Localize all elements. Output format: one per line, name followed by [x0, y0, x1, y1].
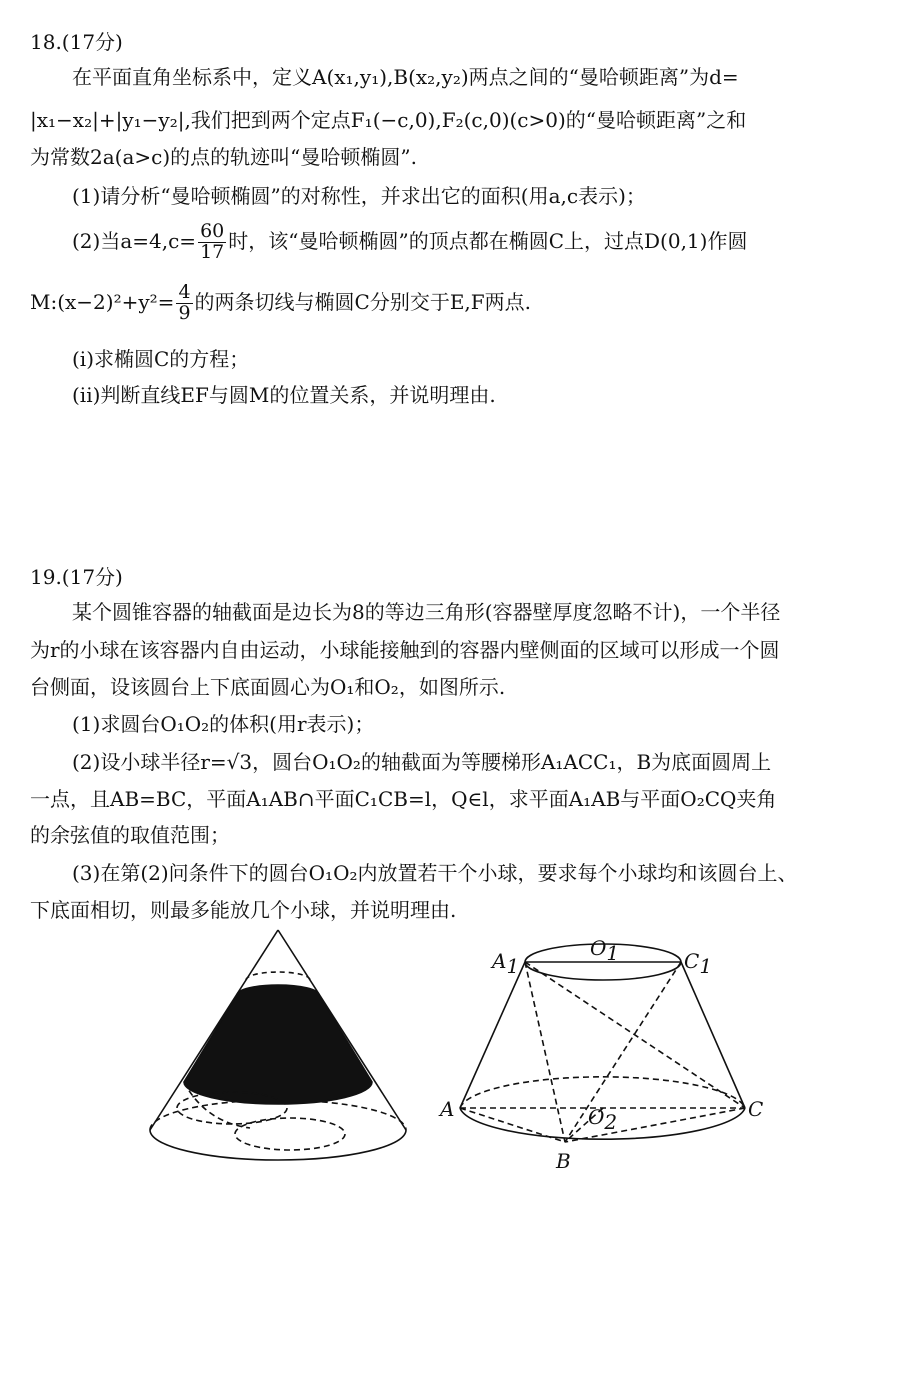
q18-part2-post: 时，该“曼哈顿椭圆”的顶点都在椭圆C上，过点D(0,1)作圆 [228, 228, 748, 253]
q18-stem-line-3: 为常数2a(a>c)的点的轨迹叫“曼哈顿椭圆”. [30, 145, 417, 169]
q19-stem-line-3: 台侧面，设该圆台上下底面圆心为O₁和O₂，如图所示. [30, 675, 506, 699]
q18-stem-line-2: |x₁−x₂|+|y₁−y₂|,我们把到两个定点F₁(−c,0),F₂(c,0)(c>0)的“曼哈顿距离”之和 [30, 108, 747, 132]
label-C1: C1 [684, 949, 713, 978]
q19-stem-line-1: 某个圆锥容器的轴截面是边长为8的等边三角形(容器壁厚度忽略不计)，一个半径 [72, 600, 781, 624]
label-C: C [748, 1097, 764, 1121]
label-O2: O2 [588, 1105, 618, 1134]
q19-part1: (1)求圆台O₁O₂的体积(用r表示)； [72, 712, 375, 736]
q18-part2-pre: (2)当a=4,c= [72, 228, 197, 253]
cone-top-ring [246, 972, 310, 980]
inner-ball-ellipse-center [235, 1118, 345, 1150]
q18-part2b-post: 的两条切线与椭圆C分别交于E,F两点. [194, 289, 532, 314]
fraction-numerator: 60 [200, 220, 225, 242]
q19-part3-line-2: 下底面相切，则最多能放几个小球，并说明理由. [30, 898, 457, 922]
q18-sub-ii: (ii)判断直线EF与圆M的位置关系，并说明理由. [72, 383, 496, 407]
q19-part2-line-2: 一点，且AB=BC，平面A₁AB∩平面C₁CB=l，Q∈l，求平面A₁AB与平面O₂CQ夹角 [30, 787, 777, 811]
q19-stem-line-2: 为r的小球在该容器内自由运动，小球能接触到的容器内壁侧面的区域可以形成一个圆 [30, 638, 780, 662]
q18-number: 18.(17分) [30, 30, 123, 54]
fraction-denominator: 17 [200, 240, 225, 263]
segment-C1B [565, 962, 681, 1142]
q19-part2-line-3: 的余弦值的取值范围； [30, 823, 230, 847]
label-A: A [440, 1097, 455, 1121]
segment-A1B [525, 962, 565, 1142]
frustum-left-edge [460, 962, 525, 1108]
q18-part2b-pre: M:(x−2)²+y²= [30, 289, 175, 314]
q18-stem-line-1: 在平面直角坐标系中，定义A(x₁,y₁),B(x₂,y₂)两点之间的“曼哈顿距离”为d= [72, 65, 739, 89]
cone-base-front [150, 1130, 406, 1160]
label-B: B [556, 1149, 571, 1173]
figure-labels [438, 936, 763, 1173]
label-A1: A1 [492, 949, 520, 978]
fraction-numerator: 4 [178, 281, 191, 303]
shaded-frustum-band [184, 985, 372, 1104]
segment-AB [460, 1108, 565, 1142]
q19-part3-line-1: (3)在第(2)问条件下的圆台O₁O₂内放置若干个小球，要求每个小球均和该圆台上、 [72, 861, 798, 885]
q18-sub-i: (i)求椭圆C的方程； [72, 347, 250, 371]
q19-part2-line-1: (2)设小球半径r=√3，圆台O₁O₂的轴截面为等腰梯形A₁ACC₁，B为底面圆周上 [72, 750, 772, 774]
label-O1: O1 [590, 936, 620, 965]
q18-part1: (1)请分析“曼哈顿椭圆”的对称性，并求出它的面积(用a,c表示)； [72, 184, 646, 208]
fraction-denominator: 9 [178, 301, 191, 324]
segment-A1C [525, 962, 745, 1108]
frustum-base-back [460, 1077, 745, 1108]
q19-number: 19.(17分) [30, 565, 123, 589]
cone-figure [150, 930, 406, 1160]
